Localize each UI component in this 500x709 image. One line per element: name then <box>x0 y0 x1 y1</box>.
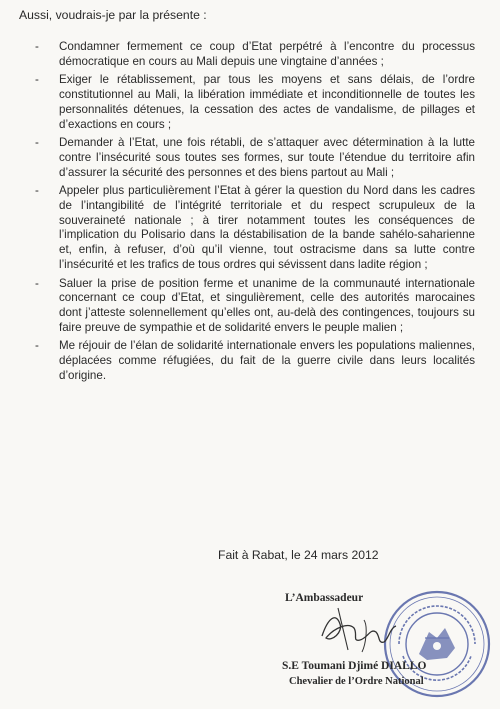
list-item <box>0 73 500 132</box>
list-item-text: Appeler plus particulièrement l’Etat à gérer la question du Nord dans les cadres de l’intangibilité de l’intégrité territoriale et du respect scrupuleux de la souveraineté nationale ; à tirer notamment toutes les conséquences de l’implication du Polisario dans la déstabilisation de la bande sahélo-saharienne et, enfin, à refuser, d’où qu’il vienne, tout ostracisme dans sa lutte contre l’insécurité et les trafics de tous ordres qui sévissent dans ladite région ; <box>59 184 475 271</box>
list-bullet: - <box>35 339 39 353</box>
list-bullet: - <box>35 40 39 53</box>
list-item <box>0 184 500 272</box>
signatory-title: L’Ambassadeur <box>285 592 364 604</box>
list-item-text: Exiger le rétablissement, par tous les moyens et sans délais, de l’ordre constitutionnel au Mali, la libération immédiate et inconditionnelle de toutes les personnalités détenues, la cessation des actes de vandalisme, de pillages et d’exactions en cours ; <box>59 73 475 131</box>
place-date: Fait à Rabat, le 24 mars 2012 <box>218 548 379 562</box>
signatory-rank: Chevalier de l’Ordre National <box>289 676 424 687</box>
list-item-text: Demander à l’Etat, une fois rétabli, de s’attaquer avec détermination à la lutte contre l’insécurité sous toutes ses formes, sur toute l’étendue du territoire afin d’assurer la sécurité des personnes et des biens partout au Mali ; <box>59 136 475 179</box>
demands-list <box>0 40 500 387</box>
list-item <box>0 40 500 69</box>
list-item <box>0 339 500 383</box>
list-bullet: - <box>35 276 39 290</box>
list-item-text: Saluer la prise de position ferme et unanime de la communauté internationale concernant ce coup d’Etat, et singulièrement, celle des autorités marocaines dont j’atteste solennellement qu’elles ont, au-delà des contingences, toujours su faire preuve de sympathie et de solidarité envers le peuple malien ; <box>59 276 475 334</box>
list-item <box>0 277 500 336</box>
list-bullet: - <box>35 73 39 87</box>
signature-icon <box>318 598 400 658</box>
list-item-text: Me réjouir de l’élan de solidarité internationale envers les populations maliennes, déplacées comme réfugiées, du fait de la guerre civile dans leurs localités d’origine. <box>59 339 475 382</box>
signatory-name: S.E Toumani Djimé DIALLO <box>282 660 427 672</box>
list-bullet: - <box>35 136 39 150</box>
letter-intro: Aussi, voudrais-je par la présente : <box>19 8 207 22</box>
list-bullet: - <box>35 184 39 198</box>
list-item <box>0 136 500 180</box>
list-item-text: Condamner fermement ce coup d’Etat perpétré à l’encontre du processus démocratique en cours au Mali depuis une vingtaine d’années ; <box>59 40 475 68</box>
